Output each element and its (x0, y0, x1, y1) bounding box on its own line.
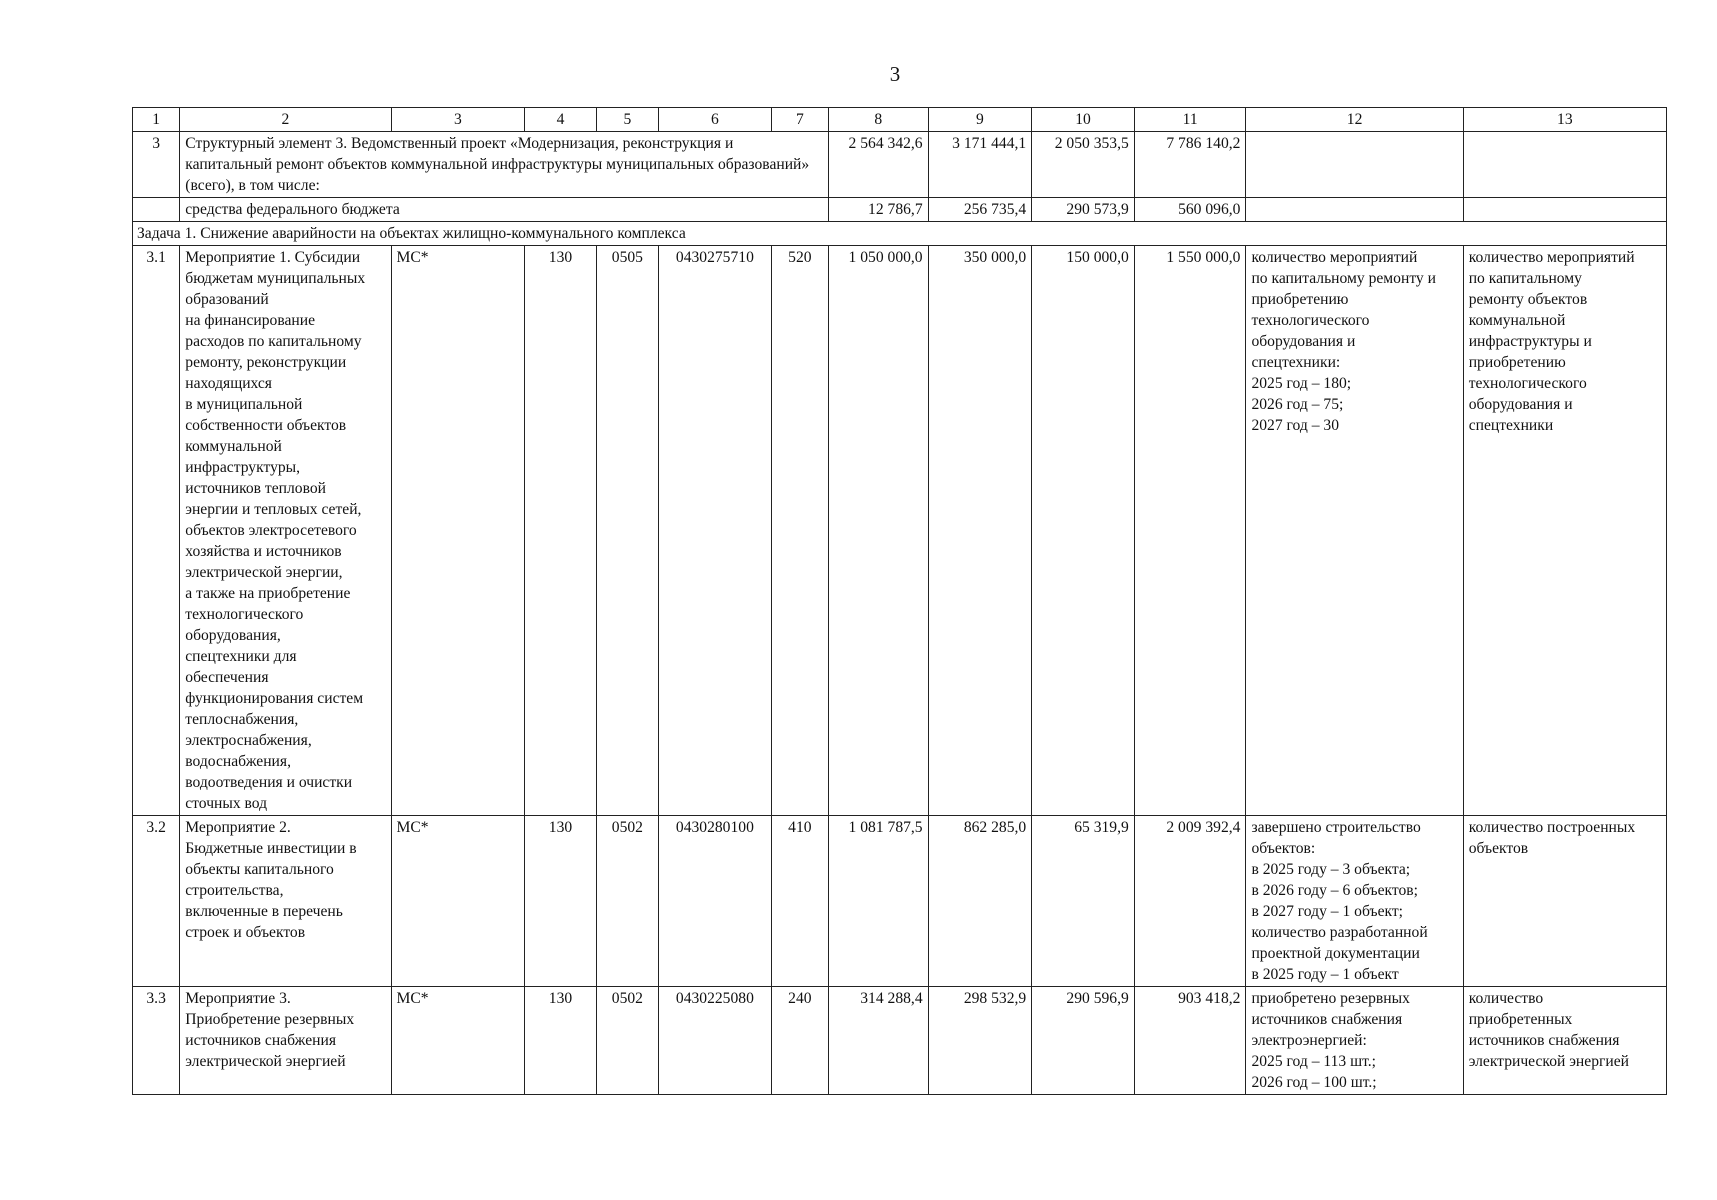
target-article-code: 0430225080 (659, 987, 772, 1095)
cell-line: по капитальному (1468, 270, 1582, 287)
cell-line: объектов: (1251, 840, 1316, 857)
column-header: 3 (391, 108, 525, 132)
indicator-name (1463, 987, 1666, 1095)
cell-line: источников снабжения (1468, 1032, 1620, 1049)
cell-line: оборудования и (1251, 333, 1356, 350)
cell-line: строек и объектов (185, 924, 306, 941)
amount-total: 903 418,2 (1134, 987, 1246, 1095)
indicator-name (1463, 246, 1666, 816)
amount-2026: 298 532,9 (928, 987, 1032, 1095)
cell-line: количество построенных (1468, 819, 1636, 836)
amount-2026: 862 285,0 (928, 816, 1032, 987)
expense-type-code: 240 (771, 987, 828, 1095)
cell-line: в муниципальной (185, 396, 303, 413)
cell-line: завершено строительство (1251, 819, 1421, 836)
cell-line: технологического (185, 606, 304, 623)
cell-line: количество мероприятий (1251, 249, 1418, 266)
cell-line: по капитальному ремонту и (1251, 270, 1436, 287)
cell-line: 2025 год – 180; (1251, 375, 1352, 392)
column-header: 4 (525, 108, 596, 132)
cell-line: проектной документации (1251, 945, 1420, 962)
ministry-code: 130 (525, 246, 596, 816)
page-number: 3 (889, 62, 901, 86)
empty-cell (133, 198, 180, 222)
cell-line: находящихся (185, 375, 272, 392)
cell-line: источников снабжения (1251, 1011, 1403, 1028)
indicator-value (1246, 246, 1463, 816)
column-header: 7 (771, 108, 828, 132)
task-title: Задача 1. Снижение аварийности на объектах жилищно-коммунального комплекса (133, 222, 1667, 246)
empty-cell (1246, 132, 1463, 198)
cell-line: в 2026 году – 6 объектов; (1251, 882, 1418, 899)
cell-line: инфраструктуры и (1468, 333, 1592, 350)
ministry-code: 130 (525, 816, 596, 987)
target-article-code: 0430275710 (659, 246, 772, 816)
cell-line: объектов электросетевого (185, 522, 357, 539)
cell-line: электрической энергией (1468, 1053, 1629, 1070)
row-number: 3.3 (133, 987, 180, 1095)
cell-line: электроэнергией: (1251, 1032, 1367, 1049)
cell-line: приобретению (1468, 354, 1566, 371)
table-row (133, 246, 1667, 816)
cell-line: включенные в перечень (185, 903, 343, 920)
ministry-code: 130 (525, 987, 596, 1095)
cell-line: собственности объектов (185, 417, 347, 434)
cell-line: обеспечения (185, 669, 269, 686)
section-code: 0502 (596, 987, 658, 1095)
expense-type-code: 520 (771, 246, 828, 816)
cell-line: спецтехники для (185, 648, 297, 665)
cell-line: оборудования и (1468, 396, 1573, 413)
column-header: 6 (659, 108, 772, 132)
cell-line: 2026 год – 100 шт.; (1251, 1074, 1377, 1091)
cell-line: функционирования систем (185, 690, 364, 707)
cell-line: количество разработанной (1251, 924, 1428, 941)
cell-line: приобретенных (1468, 1011, 1573, 1028)
cell-line: инфраструктуры, (185, 459, 301, 476)
cell-line: коммунальной (1468, 312, 1566, 329)
column-header: 2 (180, 108, 391, 132)
cell-line: образований (185, 291, 269, 308)
cell-line: оборудования, (185, 627, 281, 644)
amount-2025: 12 786,7 (829, 198, 929, 222)
cell-line: объекты капитального (185, 861, 334, 878)
amount-2026: 3 171 444,1 (928, 132, 1032, 198)
amount-2026: 350 000,0 (928, 246, 1032, 816)
cell-line: технологического (1251, 312, 1370, 329)
cell-line: электрической энергией (185, 1053, 346, 1070)
cell-line: Бюджетные инвестиции в (185, 840, 357, 857)
cell-line: Мероприятие 3. (185, 990, 291, 1007)
cell-line: спецтехники: (1251, 354, 1341, 371)
amount-2027: 290 596,9 (1032, 987, 1135, 1095)
cell-line: ремонту объектов (1468, 291, 1588, 308)
amount-2027: 150 000,0 (1032, 246, 1135, 816)
column-header: 9 (928, 108, 1032, 132)
amount-2026: 256 735,4 (928, 198, 1032, 222)
activity-name (180, 246, 391, 816)
activity-name (180, 816, 391, 987)
amount-total: 1 550 000,0 (1134, 246, 1246, 816)
task-row (133, 222, 1667, 246)
cell-line: 2026 год – 75; (1251, 396, 1344, 413)
cell-line: Приобретение резервных (185, 1011, 355, 1028)
amount-total: 7 786 140,2 (1134, 132, 1246, 198)
cell-line: расходов по капитальному (185, 333, 362, 350)
column-number-row (133, 108, 1667, 132)
responsible-code: МС* (391, 816, 525, 987)
cell-line: электрической энергии, (185, 564, 343, 581)
federal-budget-label: средства федерального бюджета (180, 198, 829, 222)
structural-element-name: Структурный элемент 3. Ведомственный проект «Модернизация, реконструкция и капитальный ремонт объектов коммунальной инфраструктуры муниципальных образований» (всего), в том числе: (180, 132, 829, 198)
cell-line: приобретено резервных (1251, 990, 1410, 1007)
indicator-value (1246, 987, 1463, 1095)
cell-line: объектов (1468, 840, 1529, 857)
cell-line: источников тепловой (185, 480, 326, 497)
activity-name (180, 987, 391, 1095)
cell-line: коммунальной (185, 438, 282, 455)
cell-line: хозяйства и источников (185, 543, 342, 560)
table-row (133, 987, 1667, 1095)
column-header: 12 (1246, 108, 1463, 132)
amount-total: 560 096,0 (1134, 198, 1246, 222)
cell-line: водоснабжения, (185, 753, 291, 770)
row-number: 3 (133, 132, 180, 198)
column-header: 1 (133, 108, 180, 132)
column-header: 8 (829, 108, 929, 132)
responsible-code: МС* (391, 246, 525, 816)
cell-line: водоотведения и очистки (185, 774, 353, 791)
table-row (133, 816, 1667, 987)
cell-line: в 2025 году – 3 объекта; (1251, 861, 1411, 878)
cell-line: технологического (1468, 375, 1587, 392)
amount-2025: 2 564 342,6 (829, 132, 929, 198)
cell-line: ремонту, реконструкции (185, 354, 347, 371)
cell-line: приобретению (1251, 291, 1349, 308)
cell-line: в 2027 году – 1 объект; (1251, 903, 1404, 920)
cell-line: спецтехники (1468, 417, 1554, 434)
amount-2025: 314 288,4 (829, 987, 929, 1095)
amount-2025: 1 081 787,5 (829, 816, 929, 987)
column-header: 10 (1032, 108, 1135, 132)
column-header: 5 (596, 108, 658, 132)
cell-line: бюджетам муниципальных (185, 270, 366, 287)
cell-line: источников снабжения (185, 1032, 336, 1049)
section-code: 0505 (596, 246, 658, 816)
expense-type-code: 410 (771, 816, 828, 987)
amount-total: 2 009 392,4 (1134, 816, 1246, 987)
cell-line: а также на приобретение (185, 585, 351, 602)
amount-2027: 290 573,9 (1032, 198, 1135, 222)
cell-line: энергии и тепловых сетей, (185, 501, 362, 518)
cell-line: количество (1468, 990, 1544, 1007)
cell-line: Мероприятие 1. Субсидии (185, 249, 361, 266)
indicator-name (1463, 816, 1666, 987)
cell-line: строительства, (185, 882, 284, 899)
cell-line: количество мероприятий (1468, 249, 1635, 266)
cell-line: электроснабжения, (185, 732, 312, 749)
cell-line: на финансирование (185, 312, 316, 329)
federal-budget-row (133, 198, 1667, 222)
column-header: 11 (1134, 108, 1246, 132)
structural-element-row (133, 132, 1667, 198)
cell-line: в 2025 году – 1 объект (1251, 966, 1399, 983)
budget-table (132, 107, 1667, 1095)
empty-cell (1463, 198, 1666, 222)
amount-2025: 1 050 000,0 (829, 246, 929, 816)
amount-2027: 65 319,9 (1032, 816, 1135, 987)
row-number: 3.1 (133, 246, 180, 816)
section-code: 0502 (596, 816, 658, 987)
cell-line: 2027 год – 30 (1251, 417, 1339, 434)
cell-line: 2025 год – 113 шт.; (1251, 1053, 1376, 1070)
cell-line: теплоснабжения, (185, 711, 299, 728)
indicator-value (1246, 816, 1463, 987)
row-number: 3.2 (133, 816, 180, 987)
cell-line: Мероприятие 2. (185, 819, 291, 836)
column-header: 13 (1463, 108, 1666, 132)
empty-cell (1246, 198, 1463, 222)
empty-cell (1463, 132, 1666, 198)
target-article-code: 0430280100 (659, 816, 772, 987)
responsible-code: МС* (391, 987, 525, 1095)
amount-2027: 2 050 353,5 (1032, 132, 1135, 198)
cell-line: сточных вод (185, 795, 268, 812)
